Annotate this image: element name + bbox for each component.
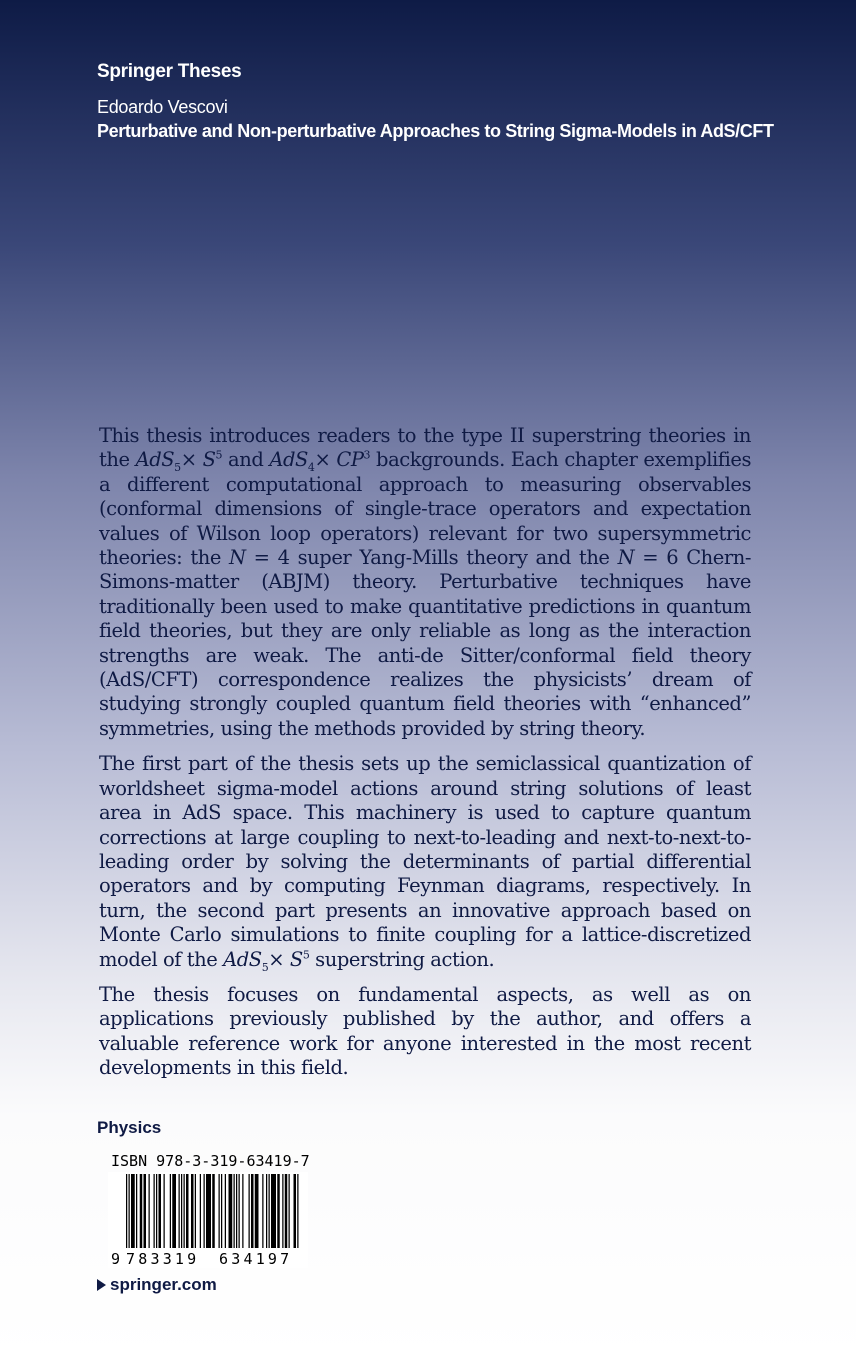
barcode-bar [242,1174,243,1248]
barcode-bar [200,1174,201,1248]
barcode-bar [129,1174,130,1248]
barcode-bar [234,1174,235,1248]
subject-label: Physics [97,1118,162,1137]
website-link[interactable] [97,1275,217,1295]
barcode-bar [269,1174,270,1248]
author-name: Edoardo Vescovi [97,97,228,117]
blurb [99,424,751,1092]
barcode-bar [225,1174,226,1248]
barcode-bar [255,1174,259,1248]
barcode-bar [159,1174,162,1248]
barcode-bar [249,1174,250,1248]
isbn-text: ISBN 978-3-319-63419-7 [111,1152,310,1170]
barcode-bar [236,1174,237,1248]
barcode-digits-left: 783319 [126,1250,200,1268]
barcode-bar [184,1174,185,1248]
blurb-paragraph-3: The thesis focuses on fundamental aspects, as well as on applications previously published by the author, and offers a valuable reference work for anyone interested in the most recent developments in this field. [99,982,751,1080]
barcode-bar [126,1174,127,1248]
barcode-bar [297,1174,298,1248]
barcode-bar [285,1174,288,1248]
barcode-bar [156,1174,157,1248]
barcode-bar [271,1174,276,1248]
barcode-bar [172,1174,176,1248]
barcode-bar [144,1174,147,1248]
barcode-digit-lead: 9 [111,1250,121,1268]
barcode-bar [239,1174,240,1248]
barcode-bar [282,1174,283,1248]
barcode-bar [131,1174,135,1248]
barcode-bar [262,1174,263,1248]
barcode-bar [294,1174,297,1248]
barcode-bar [170,1174,171,1248]
barcode-bar [136,1174,137,1248]
barcode-bar [219,1174,220,1248]
barcode-bar [266,1174,267,1248]
barcode-bar [154,1174,155,1248]
barcode-bar [191,1174,194,1248]
arrow-right-icon [97,1279,106,1291]
barcode-bar [229,1174,233,1248]
barcode-bar [221,1174,222,1248]
barcode-bar [195,1174,196,1248]
barcode-bar [277,1174,280,1248]
barcode-bar [181,1174,182,1248]
barcode-bar [289,1174,290,1248]
barcode-digits-right: 634197 [219,1250,293,1268]
website-text: springer.com [110,1275,217,1294]
barcode-bar [164,1174,165,1248]
blurb-paragraph-2: The first part of the thesis sets up the semiclassical quantization of worldsheet sigma-model actions around string solutions of least area in AdS space. This machinery is used to capture quantum corrections at large coupling to next-to-leading and next-to-next-to-leading order by solving the determinants of partial differential operators and by computing Feynman diagrams, respectively. In turn, the second part presents an innovative approach based on Monte Carlo simulations to finite coupling for a lattice-discretized model of the $AdS_5\times S^5$ superstring action. [99,752,751,974]
barcode-bar [140,1174,143,1248]
barcode-bar [149,1174,150,1248]
barcode-bar [204,1174,205,1248]
barcode-bar [186,1174,189,1248]
barcode-bar [212,1174,215,1248]
barcode-bar [206,1174,211,1248]
barcode [108,1172,308,1268]
book-title: Perturbative and Non-perturbative Approaches to String Sigma-Models in AdS/CFT [97,121,774,141]
barcode-bar [179,1174,180,1248]
series-name: Springer Theses [97,61,242,82]
blurb-paragraph-1: This thesis introduces readers to the type II superstring theories in the $AdS_5\times S^5$ and $AdS_4\times CP^3$ backgrounds. Each chapter exemplifies a different computational approach to measuring observables (conformal dimensions of single-trace operators and expectation values of Wilson loop operators) relevant for two supersymmetric theories: the N = 4 super Yang-Mills theory and the N = 6 Chern-Simons-matter (ABJM) theory. Perturbative techniques have traditionally been used to make quantitative predictions in quantum field theories, but they are only reliable as long as the interaction strengths are weak. The anti-de Sitter/conformal field theory (AdS/CFT) correspondence realizes the physicists’ dream of studying strongly coupled quantum field theories with “enhanced” symmetries, using the methods provided by string theory. [99,424,751,740]
barcode-bar [251,1174,254,1248]
